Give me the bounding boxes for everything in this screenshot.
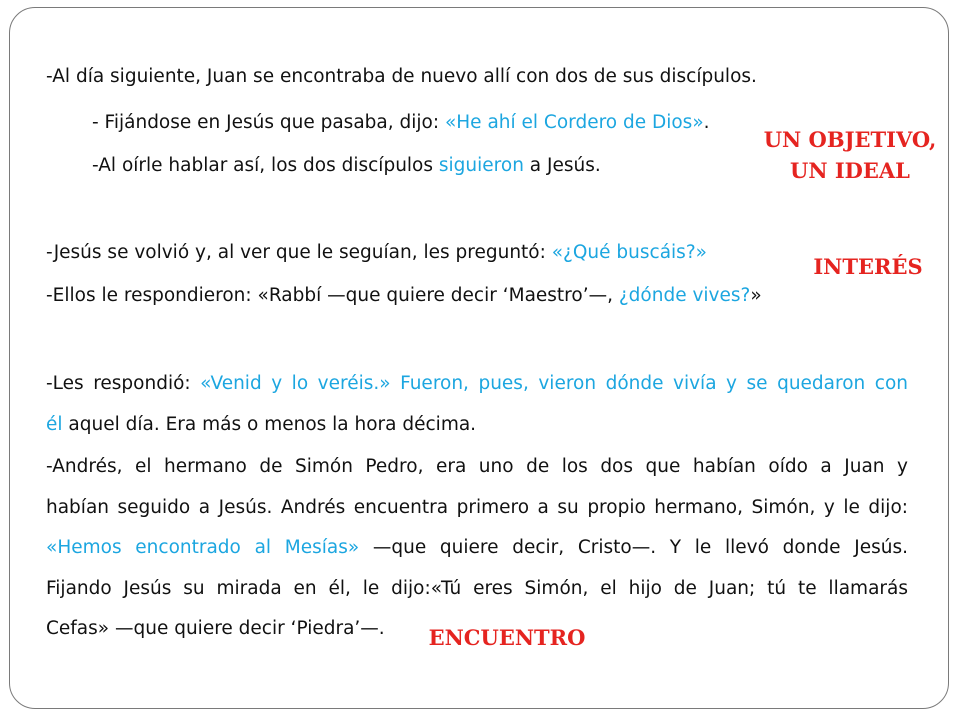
label-encuentro: ENCUENTRO [428,625,586,650]
word-el: él [46,413,63,435]
paragraph-andres [46,447,908,650]
quote-mesias: «Hemos encontrado al Mesías» [46,537,360,558]
paragraph-row: habían seguido a Jesús. Andrés encuentra primero a su propio hermano, Simón, y le dijo: [46,496,908,518]
quote-venid: «Venid y lo veréis.» Fueron, pues, vieron dónde vivía y se quedaron con [200,373,908,394]
quote-que-buscais: «¿Qué buscáis?» [551,242,707,263]
quote-donde-vives: ¿dónde vives? [618,285,751,306]
line-ellos-respondieron: -Ellos le respondieron: «Rabbí —que quiere decir ‘Maestro’—, ¿dónde vives?» [46,285,762,306]
label-interes: INTERÉS [813,254,923,279]
paragraph-les-respondio [46,364,908,445]
paragraph-row: él aquel día. Era más o menos la hora décima. [46,413,477,435]
paragraph-row: -Les respondió: «Venid y lo veréis.» Fueron, pues, vieron dónde vivía y se quedaron con [46,373,908,394]
word-siguieron: siguieron [438,155,524,176]
paragraph-row: «Hemos encontrado al Mesías» —que quiere decir, Cristo—. Y le llevó donde Jesús. [46,537,908,558]
line-al-oirle: -Al oírle hablar así, los dos discípulos siguieron a Jesús. [92,155,601,176]
line-jesus-se-volvio: -Jesús se volvió y, al ver que le seguían, les preguntó: «¿Qué buscáis?» [46,242,707,263]
paragraph-row: -Andrés, el hermano de Simón Pedro, era uno de los dos que habían oído a Juan y [46,456,908,477]
paragraph-row: Cefas» —que quiere decir ‘Piedra’—. [46,618,385,639]
quote-cordero: «He ahí el Cordero de Dios» [444,112,704,133]
paragraph-row: Fijando Jesús su mirada en él, le dijo:«Tú eres Simón, el hijo de Juan; tú te llamarás [46,577,908,599]
line-dia-siguiente: -Al día siguiente, Juan se encontraba de nuevo allí con dos de sus discípulos. [46,66,757,87]
line-fijandose: - Fijándose en Jesús que pasaba, dijo: «He ahí el Cordero de Dios». [92,112,710,133]
label-objetivo: UN OBJETIVO, UN IDEAL [763,127,937,183]
